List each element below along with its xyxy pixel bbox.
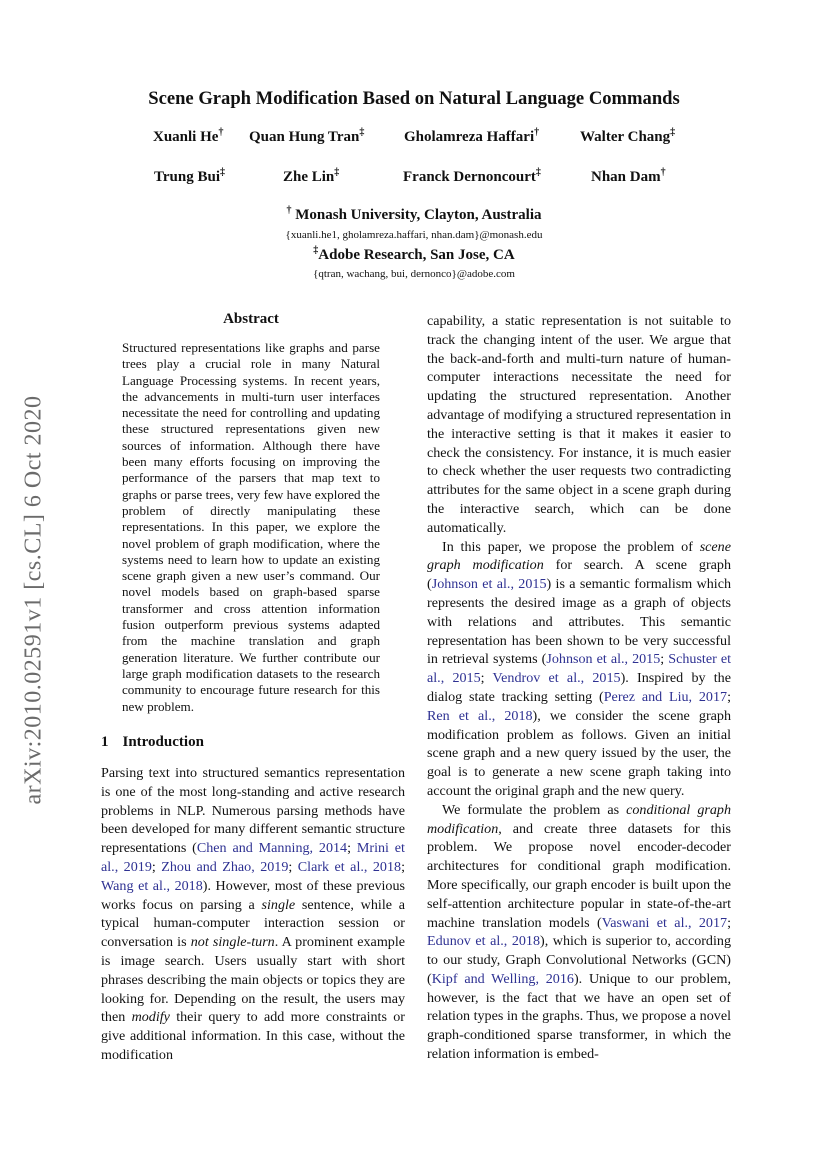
- intro-right-column: [427, 312, 731, 1064]
- author: [283, 167, 339, 186]
- affiliation-mark: ‡: [670, 127, 676, 138]
- text-run: ). Inspired by the dialog state tracking setting (: [427, 670, 731, 705]
- text-run: ). Unique to our problem, however, is the fact that we have an open set of relation types in the graphs. Thus, we propose a novel graph-conditioned sparse transformer, in which the relation information is embed-: [427, 970, 732, 1063]
- arxiv-stamp-text: arXiv:2010.02591v1 [cs.CL] 6 Oct 2020: [20, 395, 47, 805]
- text-run: ;: [151, 858, 162, 875]
- author: [153, 127, 223, 146]
- text-run: ). However, most of these previous works focus on parsing a: [101, 877, 406, 913]
- emphasis: scene graph modification: [427, 538, 731, 574]
- affiliation: [0, 245, 828, 264]
- text-run: , and create three datasets for this problem. We propose novel encoder-decoder architectures for conditional graph modification. More specifically, our graph encoder is built upon the self-attention architecture popular in state-of-the-art machine translation models (: [427, 820, 731, 931]
- intro-left-column: [101, 764, 405, 1065]
- affiliation-name: Adobe Research, San Jose, CA: [318, 247, 515, 263]
- affiliation-mark: ‡: [359, 127, 365, 138]
- author-name: Nhan Dam: [591, 169, 661, 185]
- citation-link[interactable]: Edunov et al., 2018: [427, 933, 541, 950]
- text-run: ;: [727, 688, 731, 705]
- author-name: Xuanli He: [153, 129, 219, 145]
- emphasis: conditional graph modification: [427, 801, 731, 837]
- text-run: for search. A scene graph (: [427, 557, 731, 593]
- text-run: ;: [288, 858, 298, 875]
- text-run: ;: [347, 840, 357, 857]
- text-run: ;: [480, 670, 493, 687]
- affiliation-mark: †: [286, 205, 292, 216]
- paragraph: [427, 538, 731, 801]
- citation-link[interactable]: Mrini et al., 2019: [101, 840, 405, 875]
- citation-link[interactable]: Perez and Liu, 2017: [603, 688, 728, 705]
- emphasis: single: [261, 896, 296, 913]
- section-heading: [101, 734, 204, 751]
- author-name: Quan Hung Tran: [249, 129, 360, 145]
- text-run: ;: [727, 914, 731, 931]
- paragraph: [427, 801, 731, 1064]
- paper-title: Scene Graph Modification Based on Natural Language Commands: [148, 88, 680, 109]
- affiliation-mark: †: [218, 127, 224, 138]
- citation-link[interactable]: Vaswani et al., 2017: [601, 914, 728, 931]
- citation-link[interactable]: Wang et al., 2018: [101, 877, 203, 894]
- abstract-text: Structured representations like graphs and parse trees play a crucial role in many Natural Language Processing systems. In recent years, the advancements in multi-turn user interfaces necessitate the need for controlling and updating these structured representations given new sources of information. Although there have been many efforts focusing on improving the performance of the parsers that map text to graphs or parse trees, very few have explored the problem of directly manipulating these representations. In this paper, we explore the novel problem of graph modification, where the systems need to learn how to update an existing scene graph given a new user’s command. Our novel models based on graph-based sparse transformer and cross attention information fusion outperform previous systems adapted from the machine translation and graph generation literature. We further contribute our large graph modification datasets to the research community to encourage future research for this new problem.: [122, 340, 380, 714]
- paragraph: [101, 764, 405, 1065]
- affiliation-mark: ‡: [220, 167, 225, 178]
- abstract-heading: Abstract: [223, 311, 279, 327]
- author-name: Zhe Lin: [283, 169, 335, 185]
- affiliation-mark: ‡: [535, 167, 541, 178]
- affiliation-mark: †: [534, 127, 540, 138]
- emphasis: modify: [131, 1009, 170, 1026]
- text-run: ) is a semantic formalism which represents the desired image as a graph of objects with relations and attributes. This semantic representation has been shown to be very successful in retrieval systems (: [427, 576, 731, 668]
- citation-link[interactable]: Johnson et al., 2015: [431, 576, 547, 593]
- emphasis: not single-turn: [190, 934, 275, 951]
- text-run: Parsing text into structured semantics representation is one of the most long-standing and active research problems in NLP. Numerous parsing methods have been developed for many different semantic structure representations (: [101, 765, 405, 857]
- paragraph: capability, a static representation is not suitable to track the changing intent of the user. We argue that the back-and-forth and multi-turn nature of human-computer interactions necessitate the need for updating the structured representation. Another advantage of modifying a structured representation in the interactive setting is that it makes it easier to check the consistency. For instance, it is much easier to check whether the user requests two contradicting attributes for the same object in a scene graph during the interactive search, which can be done automatically.: [427, 313, 731, 536]
- arxiv-stamp: [14, 360, 54, 840]
- text-run: sentence, while a typical human-computer interaction session or conversation is: [101, 896, 405, 951]
- affiliation-emails: {qtran, wachang, bui, dernonco}@adobe.com: [313, 268, 515, 280]
- author-name: Gholamreza Haffari: [404, 129, 535, 145]
- citation-link[interactable]: Vendrov et al., 2015: [492, 670, 621, 687]
- affiliation: [0, 205, 828, 224]
- author-name: Trung Bui: [154, 169, 220, 185]
- citation-link[interactable]: Chen and Manning, 2014: [196, 840, 348, 857]
- section-number: 1: [101, 734, 109, 750]
- affiliation-emails: {xuanli.he1, gholamreza.haffari, nhan.dam}@monash.edu: [285, 229, 543, 241]
- author-name: Franck Dernoncourt: [403, 169, 536, 185]
- citation-link[interactable]: Clark et al., 2018: [297, 858, 402, 875]
- citation-link[interactable]: Johnson et al., 2015: [546, 651, 661, 668]
- author: [591, 167, 666, 186]
- text-run: ), which is superior to, according to our study, Graph Convolutional Networks (GCN) (: [427, 933, 731, 987]
- affiliation-mark: ‡: [313, 245, 319, 256]
- author: [249, 127, 364, 146]
- citation-link[interactable]: Schuster et al., 2015: [427, 651, 731, 687]
- author-name: Walter Chang: [580, 129, 671, 145]
- affiliation-mark: ‡: [334, 167, 340, 178]
- text-run: ;: [401, 858, 405, 875]
- affiliation-name: Monash University, Clayton, Australia: [295, 207, 542, 223]
- author: [580, 127, 675, 146]
- text-run: ), we consider the scene graph modification problem as follows. Given an initial scene graph and a new query issued by the user, the goal is to generate a new scene graph taking into account the original graph and the new query.: [427, 707, 731, 799]
- section-title: Introduction: [122, 734, 204, 750]
- author: [154, 167, 225, 186]
- text-run: ;: [660, 651, 669, 668]
- text-run: In this paper, we propose the problem of: [442, 538, 700, 555]
- citation-link[interactable]: Zhou and Zhao, 2019: [161, 858, 289, 875]
- text-run: . A prominent example is image search. Users usually start with short phrases describing the main objects or topics they are looking for. Depending on the result, the users may then: [101, 934, 405, 1026]
- citation-link[interactable]: Kipf and Welling, 2016: [431, 970, 574, 987]
- author: [403, 167, 541, 186]
- text-run: their query to add more constraints or give additional information. In this case, without the modification: [101, 1009, 405, 1063]
- text-run: We formulate the problem as: [442, 801, 627, 818]
- author: [404, 127, 539, 146]
- citation-link[interactable]: Ren et al., 2018: [427, 707, 533, 724]
- affiliation-mark: †: [660, 167, 666, 178]
